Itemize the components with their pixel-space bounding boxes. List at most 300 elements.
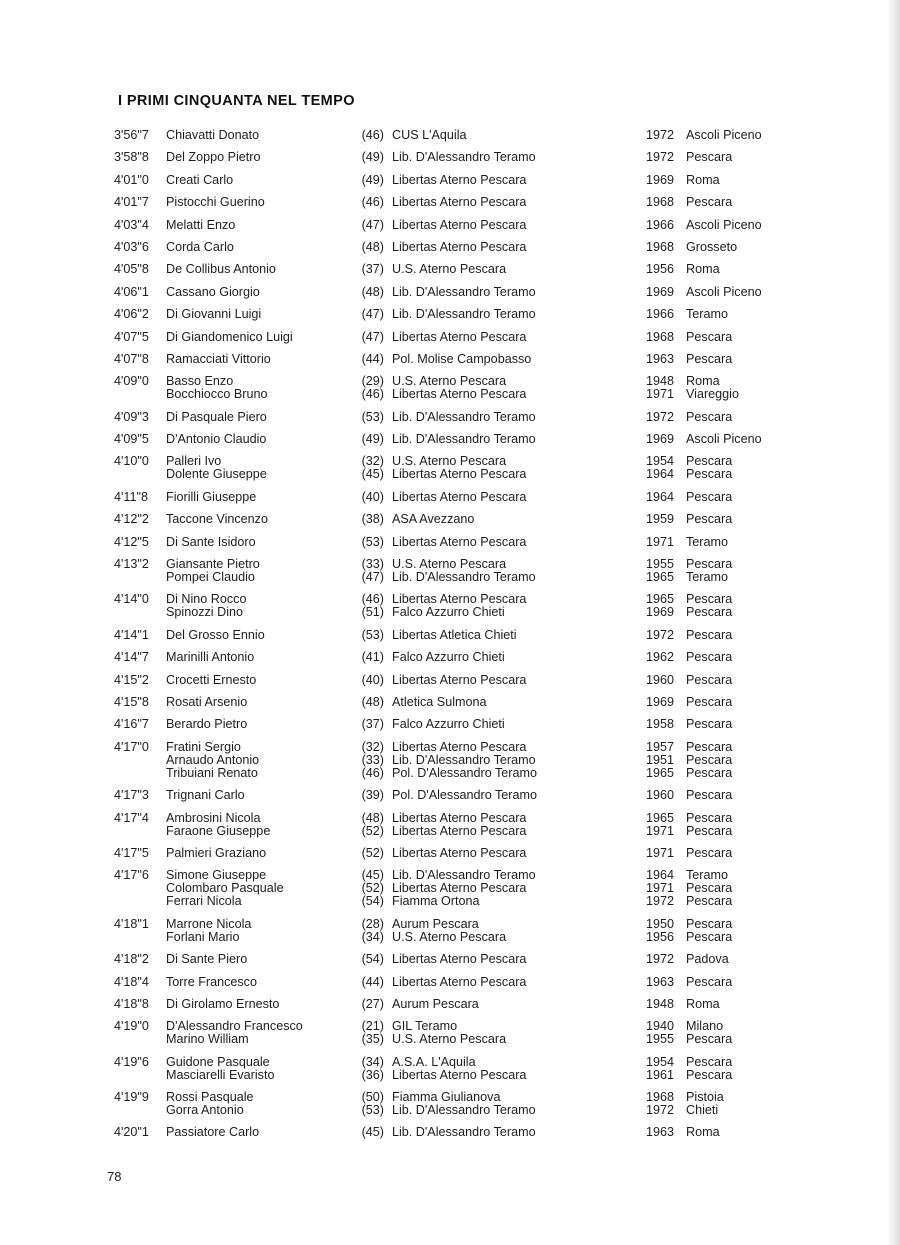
club-name: Lib. D'Alessandro Teramo xyxy=(392,409,536,424)
athlete-name: De Collibus Antonio xyxy=(166,262,276,277)
club-name: Lib. D'Alessandro Teramo xyxy=(392,1103,536,1118)
table-row xyxy=(0,953,880,975)
athlete-name: Creati Carlo xyxy=(166,172,234,187)
birth-year-column xyxy=(344,375,384,401)
table-row xyxy=(0,718,880,740)
time-cell: 4'18"8 xyxy=(114,996,149,1011)
record-year-column xyxy=(646,812,684,838)
record-place-column xyxy=(684,998,806,1011)
record-place-column xyxy=(684,1091,806,1117)
athlete-name: Di Giovanni Luigi xyxy=(166,307,262,322)
birth-year-column xyxy=(344,151,384,164)
birth-year: (46) xyxy=(361,592,384,607)
time-cell: 4'11"8 xyxy=(114,489,148,504)
table-row xyxy=(0,918,880,953)
birth-year: (44) xyxy=(361,974,384,989)
club-name-column xyxy=(384,696,646,709)
record-year: 1955 xyxy=(646,1032,675,1047)
table-row xyxy=(0,558,880,593)
record-place: Roma xyxy=(686,1125,720,1140)
record-year-column xyxy=(646,196,684,209)
birth-year: (35) xyxy=(361,1032,384,1047)
club-name: A.S.A. L'Aquila xyxy=(392,1054,476,1069)
birth-year: (32) xyxy=(361,739,384,754)
birth-year-column xyxy=(344,331,384,344)
record-year-column xyxy=(646,558,684,584)
athlete-name-column xyxy=(166,455,344,481)
club-name: Lib. D'Alessandro Teramo xyxy=(392,1125,536,1140)
record-year: 1969 xyxy=(646,605,675,620)
table-row xyxy=(0,593,880,628)
record-year: 1966 xyxy=(646,307,675,322)
athlete-name: Bocchiocco Bruno xyxy=(166,387,268,402)
record-year-column xyxy=(646,353,684,366)
athlete-name: Torre Francesco xyxy=(166,974,257,989)
birth-year-column xyxy=(344,433,384,446)
table-row xyxy=(0,241,880,263)
table-row xyxy=(0,847,880,869)
record-year-column xyxy=(646,718,684,731)
athlete-name: Crocetti Ernesto xyxy=(166,672,257,687)
record-place: Pescara xyxy=(686,974,733,989)
club-name: Libertas Aterno Pescara xyxy=(392,845,527,860)
record-place: Roma xyxy=(686,262,720,277)
birth-year: (51) xyxy=(361,605,384,620)
record-place: Pescara xyxy=(686,752,733,767)
club-name: U.S. Aterno Pescara xyxy=(392,929,507,944)
club-name-column xyxy=(384,741,646,780)
birth-year-column xyxy=(344,174,384,187)
time-cell: 4'07"8 xyxy=(114,351,149,366)
birth-year: (53) xyxy=(361,409,384,424)
athlete-name: Colombaro Pasquale xyxy=(166,881,284,896)
athlete-name: Di Sante Piero xyxy=(166,952,248,967)
athlete-name: Del Zoppo Pietro xyxy=(166,150,261,165)
athlete-name-column xyxy=(166,558,344,584)
athlete-name: D'Antonio Claudio xyxy=(166,432,267,447)
club-name: Libertas Aterno Pescara xyxy=(392,217,527,232)
time-cell: 4'09"0 xyxy=(114,374,149,389)
athlete-name: Dolente Giuseppe xyxy=(166,467,267,482)
record-year: 1962 xyxy=(646,650,675,665)
record-year: 1963 xyxy=(646,974,675,989)
record-place: Pescara xyxy=(686,454,733,469)
birth-year-column xyxy=(344,847,384,860)
club-name-column xyxy=(384,976,646,989)
club-name-column xyxy=(384,1091,646,1117)
club-name: Libertas Aterno Pescara xyxy=(392,195,527,210)
birth-year-column xyxy=(344,1091,384,1117)
athlete-name: Gorra Antonio xyxy=(166,1103,244,1118)
record-year: 1972 xyxy=(646,1103,675,1118)
record-place: Pescara xyxy=(686,765,733,780)
record-place-column xyxy=(684,674,806,687)
club-name-column xyxy=(384,674,646,687)
athlete-name-column xyxy=(166,433,344,446)
club-name: U.S. Aterno Pescara xyxy=(392,557,507,572)
record-place: Pescara xyxy=(686,650,733,665)
birth-year: (33) xyxy=(361,557,384,572)
club-name: Libertas Atletica Chieti xyxy=(392,627,517,642)
birth-year: (29) xyxy=(361,374,384,389)
record-place: Pescara xyxy=(686,409,733,424)
record-year: 1971 xyxy=(646,881,675,896)
record-place: Roma xyxy=(686,172,720,187)
table-row xyxy=(0,433,880,455)
record-year-column xyxy=(646,869,684,908)
time-cell: 4'03"6 xyxy=(114,239,149,254)
record-place: Pescara xyxy=(686,329,733,344)
record-year-column xyxy=(646,286,684,299)
birth-year-column xyxy=(344,536,384,549)
athlete-name: Melatti Enzo xyxy=(166,217,236,232)
club-name-column xyxy=(384,789,646,802)
time-cell: 4'14"7 xyxy=(114,650,149,665)
birth-year: (27) xyxy=(361,996,384,1011)
birth-year: (38) xyxy=(361,512,384,527)
club-name-column xyxy=(384,263,646,276)
athlete-name: Di Girolamo Ernesto xyxy=(166,996,280,1011)
record-place: Ascoli Piceno xyxy=(686,128,762,142)
record-year-column xyxy=(646,129,684,142)
time-cell: 4'18"4 xyxy=(114,974,149,989)
record-place: Pescara xyxy=(686,557,733,572)
record-place: Pescara xyxy=(686,512,733,527)
record-place: Pescara xyxy=(686,467,733,482)
table-row xyxy=(0,998,880,1020)
record-place: Pescara xyxy=(686,916,733,931)
time-cell: 4'19"9 xyxy=(114,1090,149,1105)
birth-year-column xyxy=(344,674,384,687)
athlete-name: Arnaudo Antonio xyxy=(166,752,260,767)
club-name-column xyxy=(384,174,646,187)
time-cell: 4'12"2 xyxy=(114,512,149,527)
birth-year: (33) xyxy=(361,752,384,767)
athlete-name: Cassano Giorgio xyxy=(166,284,260,299)
birth-year-column xyxy=(344,1056,384,1082)
record-year: 1972 xyxy=(646,627,675,642)
record-place-column xyxy=(684,308,806,321)
birth-year: (48) xyxy=(361,810,384,825)
time-cell: 4'19"6 xyxy=(114,1054,149,1069)
record-place: Pescara xyxy=(686,717,733,732)
time-cell: 4'06"2 xyxy=(114,307,149,322)
birth-year: (46) xyxy=(361,128,384,142)
birth-year-column xyxy=(344,286,384,299)
table-row xyxy=(0,536,880,558)
record-place-column xyxy=(684,536,806,549)
club-name: Fiamma Giulianova xyxy=(392,1090,501,1105)
record-year-column xyxy=(646,741,684,780)
birth-year-column xyxy=(344,593,384,619)
record-year: 1961 xyxy=(646,1067,675,1082)
record-place: Pescara xyxy=(686,672,733,687)
athlete-name-column xyxy=(166,1020,344,1046)
club-name: Lib. D'Alessandro Teramo xyxy=(392,868,536,883)
table-row xyxy=(0,219,880,241)
record-place-column xyxy=(684,696,806,709)
birth-year-column xyxy=(344,869,384,908)
club-name: U.S. Aterno Pescara xyxy=(392,454,507,469)
record-year: 1969 xyxy=(646,284,675,299)
table-row xyxy=(0,491,880,513)
club-name-column xyxy=(384,455,646,481)
record-year: 1950 xyxy=(646,916,675,931)
record-year-column xyxy=(646,491,684,504)
club-name-column xyxy=(384,536,646,549)
table-row xyxy=(0,741,880,789)
record-year: 1971 xyxy=(646,534,675,549)
record-place-column xyxy=(684,1126,806,1139)
table-row xyxy=(0,812,880,847)
club-name: Lib. D'Alessandro Teramo xyxy=(392,307,536,322)
record-year: 1972 xyxy=(646,150,675,165)
athlete-name: Di Sante Isidoro xyxy=(166,534,256,549)
birth-year: (49) xyxy=(361,432,384,447)
athlete-name-column xyxy=(166,847,344,860)
record-year: 1965 xyxy=(646,570,675,585)
time-cell: 4'03"4 xyxy=(114,217,149,232)
club-name: Libertas Aterno Pescara xyxy=(392,952,527,967)
club-name: Lib. D'Alessandro Teramo xyxy=(392,752,536,767)
table-row xyxy=(0,629,880,651)
record-place-column xyxy=(684,812,806,838)
time-cell: 4'12"5 xyxy=(114,534,149,549)
record-year-column xyxy=(646,241,684,254)
athlete-name-column xyxy=(166,741,344,780)
athlete-name: Palleri Ivo xyxy=(166,454,222,469)
record-year: 1965 xyxy=(646,592,675,607)
club-name-column xyxy=(384,196,646,209)
birth-year-column xyxy=(344,411,384,424)
record-year: 1948 xyxy=(646,996,675,1011)
club-name: Libertas Aterno Pescara xyxy=(392,823,527,838)
record-place: Teramo xyxy=(686,307,728,322)
club-name: Libertas Aterno Pescara xyxy=(392,534,527,549)
birth-year: (41) xyxy=(361,650,384,665)
club-name: Falco Azzurro Chieti xyxy=(392,650,505,665)
table-row xyxy=(0,455,880,490)
club-name-column xyxy=(384,308,646,321)
club-name: Lib. D'Alessandro Teramo xyxy=(392,432,536,447)
record-place-column xyxy=(684,129,806,142)
birth-year: (48) xyxy=(361,284,384,299)
record-place-column xyxy=(684,151,806,164)
record-place: Pescara xyxy=(686,845,733,860)
birth-year: (28) xyxy=(361,916,384,931)
record-place: Milano xyxy=(686,1019,724,1034)
birth-year: (47) xyxy=(361,217,384,232)
athlete-name-column xyxy=(166,1056,344,1082)
birth-year-column xyxy=(344,196,384,209)
birth-year-column xyxy=(344,976,384,989)
record-year: 1964 xyxy=(646,467,675,482)
record-place-column xyxy=(684,263,806,276)
table-row xyxy=(0,1126,880,1148)
record-place-column xyxy=(684,375,806,401)
athlete-name-column xyxy=(166,491,344,504)
record-year: 1954 xyxy=(646,454,675,469)
table-row xyxy=(0,196,880,218)
athlete-name-column xyxy=(166,812,344,838)
record-place-column xyxy=(684,558,806,584)
record-year: 1966 xyxy=(646,217,675,232)
record-place: Pescara xyxy=(686,351,733,366)
time-cell: 4'18"1 xyxy=(114,916,149,931)
record-place-column xyxy=(684,869,806,908)
table-row xyxy=(0,976,880,998)
club-name-column xyxy=(384,918,646,944)
birth-year: (54) xyxy=(361,894,384,909)
table-row xyxy=(0,151,880,173)
rankings-table xyxy=(0,129,880,1149)
record-place-column xyxy=(684,1020,806,1046)
record-year-column xyxy=(646,651,684,664)
record-year-column xyxy=(646,674,684,687)
record-place: Pescara xyxy=(686,929,733,944)
athlete-name-column xyxy=(166,789,344,802)
record-year-column xyxy=(646,455,684,481)
record-place: Pescara xyxy=(686,694,733,709)
club-name: Falco Azzurro Chieti xyxy=(392,605,505,620)
club-name: Libertas Aterno Pescara xyxy=(392,489,527,504)
birth-year: (52) xyxy=(361,881,384,896)
record-place: Pescara xyxy=(686,195,733,210)
birth-year-column xyxy=(344,718,384,731)
club-name: CUS L'Aquila xyxy=(392,128,467,142)
record-year: 1972 xyxy=(646,409,675,424)
club-name: Aurum Pescara xyxy=(392,996,479,1011)
athlete-name: D'Alessandro Francesco xyxy=(166,1019,303,1034)
birth-year-column xyxy=(344,513,384,526)
club-name: ASA Avezzano xyxy=(392,512,475,527)
athlete-name: Del Grosso Ennio xyxy=(166,627,265,642)
record-year-column xyxy=(646,789,684,802)
record-year: 1951 xyxy=(646,752,675,767)
record-place: Pescara xyxy=(686,1054,733,1069)
record-year: 1972 xyxy=(646,952,675,967)
time-cell: 4'10"0 xyxy=(114,454,149,469)
record-place: Pescara xyxy=(686,739,733,754)
birth-year: (48) xyxy=(361,239,384,254)
birth-year-column xyxy=(344,696,384,709)
record-place: Grosseto xyxy=(686,239,738,254)
table-row xyxy=(0,1091,880,1126)
record-year: 1969 xyxy=(646,432,675,447)
record-year: 1972 xyxy=(646,894,675,909)
club-name: Aurum Pescara xyxy=(392,916,479,931)
record-place: Teramo xyxy=(686,534,728,549)
athlete-name: Guidone Pasquale xyxy=(166,1054,270,1069)
record-year-column xyxy=(646,174,684,187)
record-place: Ascoli Piceno xyxy=(686,217,762,232)
record-year-column xyxy=(646,375,684,401)
record-place: Roma xyxy=(686,374,720,389)
record-place-column xyxy=(684,433,806,446)
athlete-name: Masciarelli Evaristo xyxy=(166,1067,275,1082)
athlete-name-column xyxy=(166,196,344,209)
record-place-column xyxy=(684,847,806,860)
athlete-name: Passiatore Carlo xyxy=(166,1125,260,1140)
record-year-column xyxy=(646,593,684,619)
record-place-column xyxy=(684,953,806,966)
athlete-name-column xyxy=(166,263,344,276)
club-name: Libertas Aterno Pescara xyxy=(392,239,527,254)
athlete-name-column xyxy=(166,629,344,642)
athlete-name: Faraone Giuseppe xyxy=(166,823,271,838)
time-cell: 3'58"8 xyxy=(114,150,149,165)
athlete-name: Palmieri Graziano xyxy=(166,845,267,860)
page-title: I PRIMI CINQUANTA NEL TEMPO xyxy=(118,93,355,109)
athlete-name: Forlani Mario xyxy=(166,929,240,944)
club-name: Pol. D'Alessandro Teramo xyxy=(392,765,537,780)
time-cell: 4'01"7 xyxy=(114,195,149,210)
record-place-column xyxy=(684,353,806,366)
record-place: Pescara xyxy=(686,150,733,165)
time-cell: 4'05"8 xyxy=(114,262,149,277)
birth-year: (21) xyxy=(361,1019,384,1034)
record-place-column xyxy=(684,286,806,299)
record-place-column xyxy=(684,593,806,619)
club-name-column xyxy=(384,1126,646,1139)
record-place-column xyxy=(684,331,806,344)
birth-year: (53) xyxy=(361,627,384,642)
table-row xyxy=(0,375,880,410)
birth-year: (44) xyxy=(361,351,384,366)
athlete-name: Simone Giuseppe xyxy=(166,868,267,883)
record-year-column xyxy=(646,998,684,1011)
record-place-column xyxy=(684,174,806,187)
athlete-name-column xyxy=(166,976,344,989)
record-year-column xyxy=(646,1091,684,1117)
record-place: Pescara xyxy=(686,1067,733,1082)
athlete-name: Spinozzi Dino xyxy=(166,605,244,620)
record-place-column xyxy=(684,241,806,254)
club-name: Libertas Aterno Pescara xyxy=(392,672,527,687)
record-place: Viareggio xyxy=(686,387,739,402)
club-name-column xyxy=(384,812,646,838)
table-row xyxy=(0,1056,880,1091)
club-name-column xyxy=(384,151,646,164)
time-cell: 4'13"2 xyxy=(114,557,149,572)
athlete-name-column xyxy=(166,331,344,344)
athlete-name: Basso Enzo xyxy=(166,374,234,389)
table-row xyxy=(0,331,880,353)
club-name: U.S. Aterno Pescara xyxy=(392,374,507,389)
club-name: Falco Azzurro Chieti xyxy=(392,717,505,732)
record-place-column xyxy=(684,629,806,642)
record-year: 1960 xyxy=(646,788,675,803)
time-cell: 4'17"3 xyxy=(114,788,149,803)
club-name-column xyxy=(384,286,646,299)
birth-year-column xyxy=(344,241,384,254)
record-year-column xyxy=(646,629,684,642)
athlete-name: Rossi Pasquale xyxy=(166,1090,254,1105)
record-place: Padova xyxy=(686,952,729,967)
club-name: GIL Teramo xyxy=(392,1019,458,1034)
club-name-column xyxy=(384,353,646,366)
record-place: Pescara xyxy=(686,894,733,909)
club-name-column xyxy=(384,558,646,584)
athlete-name: Berardo Pietro xyxy=(166,717,248,732)
birth-year: (34) xyxy=(361,1054,384,1069)
time-cell: 4'14"0 xyxy=(114,592,149,607)
birth-year-column xyxy=(344,812,384,838)
record-year: 1955 xyxy=(646,557,675,572)
time-cell: 4'06"1 xyxy=(114,284,149,299)
club-name: Atletica Sulmona xyxy=(392,694,487,709)
club-name-column xyxy=(384,241,646,254)
